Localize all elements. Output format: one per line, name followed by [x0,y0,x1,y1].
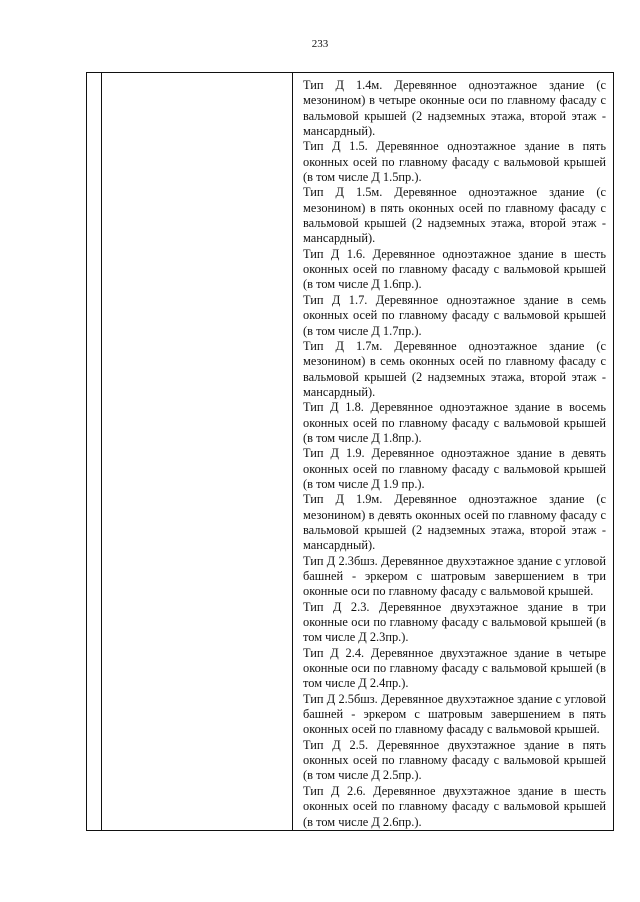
number-column-cell [87,73,102,831]
table-row [87,73,614,831]
building-type-entry: Тип Д 1.6. Деревянное одноэтажное здание в шесть оконных осей по главному фасаду с вальмовой крышей (в том числе Д 1.6пр.). [303,246,606,292]
types-column-cell [293,73,614,831]
building-type-entry: Тип Д 1.7м. Деревянное одноэтажное здание (с мезонином) в семь оконных осей по главному фасаду с вальмовой крышей (2 надземных этажа, второй этаж - мансардный). [303,338,606,399]
building-type-entry: Тип Д 1.4м. Деревянное одноэтажное здание (с мезонином) в четыре оконные оси по главному фасаду с вальмовой крышей (2 надземных этажа, второй этаж - мансардный). [303,78,606,139]
building-type-entry: Тип Д 2.5бшз. Деревянное двухэтажное здание с угловой башней - эркером с шатровым завершением в пять оконных осей по главному фасаду с вальмовой крышей. [303,691,606,737]
building-type-entry: Тип Д 2.3. Деревянное двухэтажное здание в три оконные оси по главному фасаду с вальмовой крышей (в том числе Д 2.3пр.). [303,599,606,645]
building-types-table [86,72,614,831]
building-type-entry: Тип Д 1.9м. Деревянное одноэтажное здание (с мезонином) в девять оконных осей по главному фасаду с вальмовой крышей (2 надземных этажа, второй этаж - мансардный). [303,492,606,553]
building-type-entry: Тип Д 1.8. Деревянное одноэтажное здание в восемь оконных осей по главному фасаду с вальмовой крышей (в том числе Д 1.8пр.). [303,400,606,445]
page-number: 233 [311,38,329,50]
name-column-cell [102,73,293,831]
building-type-entry: Тип Д 1.5м. Деревянное одноэтажное здание (с мезонином) в пять оконных осей по главному фасаду с вальмовой крышей (2 надземных этажа, второй этаж - мансардный). [303,185,606,246]
building-type-entry: Тип Д 2.4. Деревянное двухэтажное здание в четыре оконные оси по главному фасаду с вальмовой крышей (в том числе Д 2.4пр.). [303,645,606,691]
building-type-entry: Тип Д 1.9. Деревянное одноэтажное здание в девять оконных осей по главному фасаду с вальмовой крышей (в том числе Д 1.9 пр.). [303,446,606,491]
building-type-list [293,73,613,830]
building-type-entry: Тип Д 2.6. Деревянное двухэтажное здание в шесть оконных осей по главному фасаду с вальмовой крышей (в том числе Д 2.6пр.). [303,783,606,829]
building-type-entry: Тип Д 1.7. Деревянное одноэтажное здание в семь оконных осей по главному фасаду с вальмовой крышей (в том числе Д 1.7пр.). [303,292,606,338]
building-type-entry: Тип Д 2.3бшз. Деревянное двухэтажное здание с угловой башней - эркером с шатровым завершением в три оконные оси по главному фасаду с вальмовой крышей. [303,553,606,599]
building-type-entry: Тип Д 2.5. Деревянное двухэтажное здание в пять оконных осей по главному фасаду с вальмовой крышей (в том числе Д 2.5пр.). [303,737,606,783]
building-type-entry: Тип Д 1.5. Деревянное одноэтажное здание в пять оконных осей по главному фасаду с вальмовой крышей (в том числе Д 1.5пр.). [303,139,606,185]
